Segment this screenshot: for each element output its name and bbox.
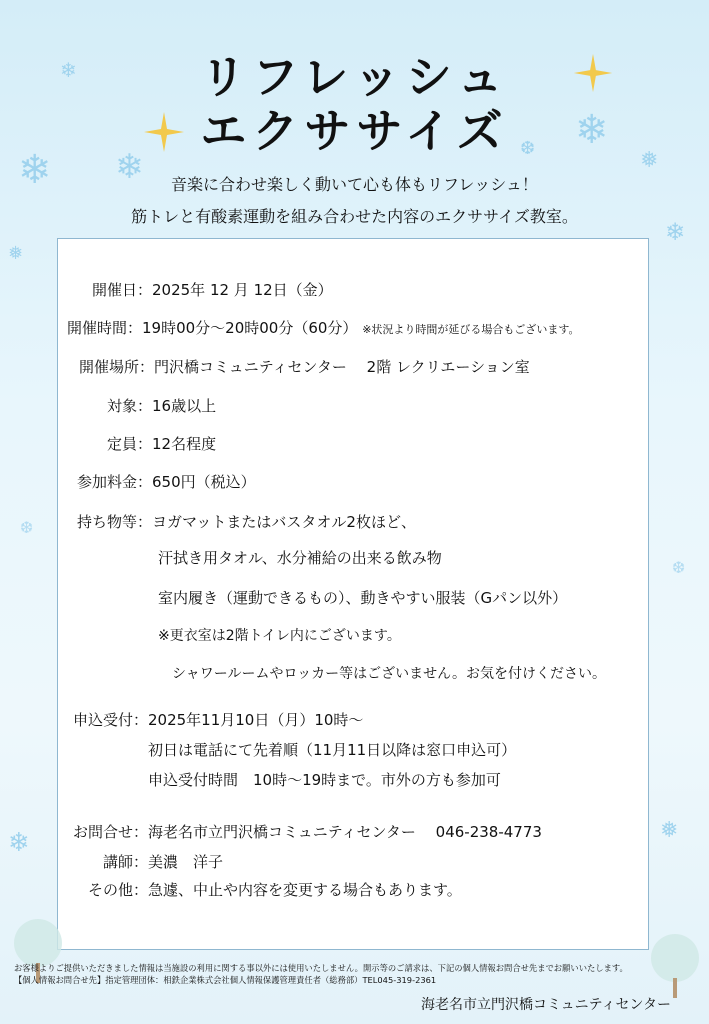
date-row bbox=[66, 280, 333, 300]
snowflake-icon: ❄ bbox=[665, 218, 686, 246]
application-line: 申込受付時間 10時～19時まで。市外の方も参加可 bbox=[148, 771, 501, 789]
snowflake-icon: ❆ bbox=[520, 138, 536, 159]
target-row bbox=[66, 396, 216, 416]
items-line: 汗拭き用タオル、水分補給の出来る飲み物 bbox=[158, 549, 442, 567]
items-line: シャワールームやロッカー等はございません。お気を付けください。 bbox=[172, 666, 606, 682]
application-row bbox=[66, 710, 363, 730]
application-line: 初日は電話にて先着順（11月11日以降は窓口申込可） bbox=[148, 741, 517, 759]
time-row bbox=[66, 318, 580, 340]
intro-line-2: 筋トレと有酸素運動を組み合わせた内容のエクササイズ教室。 bbox=[131, 207, 578, 226]
application-label: 申込受付： bbox=[72, 711, 148, 729]
snowflake-icon: ❆ bbox=[20, 518, 34, 537]
target-value: 16歳以上 bbox=[152, 397, 217, 415]
privacy-notice: お客様よりご提供いただきました情報は当施設の利用に関する事以外には使用いたしません。開示等のご請求は、下記の個人情報お問合せ先までお願いいたします。 bbox=[14, 963, 628, 973]
snowflake-icon: ❅ bbox=[8, 243, 24, 264]
snowflake-icon: ❅ bbox=[660, 818, 679, 843]
snowflake-icon: ❄ bbox=[575, 107, 609, 153]
target-label: 対象： bbox=[106, 397, 152, 415]
snowflake-icon: ❄ bbox=[18, 147, 52, 193]
instructor-row bbox=[66, 852, 223, 872]
date-value: 2025年 12 月 12日（金） bbox=[152, 281, 333, 299]
place-value: 門沢橋コミュニティセンター 2階 レクリエーション室 bbox=[154, 358, 530, 376]
title-line-2: エクササイズ bbox=[200, 104, 509, 158]
place-label: 開催場所： bbox=[78, 358, 154, 376]
capacity-row bbox=[66, 434, 216, 454]
fee-value: 650円（税込） bbox=[152, 473, 256, 491]
fee-row bbox=[66, 472, 256, 492]
contact-value: 海老名市立門沢橋コミュニティセンター 046-238-4773 bbox=[148, 823, 542, 841]
instructor-value: 美濃 洋子 bbox=[148, 853, 224, 871]
contact-row bbox=[66, 822, 542, 842]
title-line-1: リフレッシュ bbox=[200, 50, 509, 104]
organizer-name: 海老名市立門沢橋コミュニティセンター bbox=[420, 997, 671, 1013]
other-row bbox=[66, 880, 462, 900]
intro-line-1: 音楽に合わせ楽しく動いて心も体もリフレッシュ！ bbox=[171, 175, 538, 194]
time-label: 開催時間： bbox=[66, 319, 142, 337]
items-line: 室内履き（運動できるもの）、動きやすい服装（Gパン以外） bbox=[158, 589, 568, 607]
date-label: 開催日： bbox=[91, 281, 152, 299]
capacity-value: 12名程度 bbox=[152, 435, 217, 453]
snowflake-icon: ❄ bbox=[115, 147, 144, 187]
privacy-contact: 【個人情報お問合せ先】指定管理団体：相鉄企業株式会社個人情報保護管理責任者（総務部）TEL045-319-2361 bbox=[14, 975, 437, 985]
instructor-label: 講師： bbox=[102, 853, 148, 871]
items-line: ※更衣室は2階トイレ内にございます。 bbox=[158, 628, 401, 644]
time-value: 19時00分～20時00分（60分） bbox=[142, 319, 358, 337]
snowflake-icon: ❆ bbox=[672, 558, 686, 577]
application-line: 2025年11月10日（月）10時～ bbox=[148, 711, 364, 729]
contact-label: お問合せ： bbox=[72, 823, 148, 841]
capacity-label: 定員： bbox=[106, 435, 152, 453]
snowflake-icon: ❄ bbox=[8, 828, 30, 858]
items-label: 持ち物等： bbox=[76, 513, 152, 531]
items-line: ヨガマットまたはバスタオル2枚ほど、 bbox=[152, 513, 416, 531]
other-value: 急遽、中止や内容を変更する場合もあります。 bbox=[148, 881, 462, 899]
time-note: ※状況より時間が延びる場合もございます。 bbox=[362, 323, 580, 336]
place-row bbox=[66, 357, 530, 377]
fee-label: 参加料金： bbox=[76, 473, 152, 491]
snowflake-icon: ❅ bbox=[640, 148, 659, 173]
other-label: その他： bbox=[87, 881, 148, 899]
snowflake-icon: ❄ bbox=[60, 58, 77, 82]
items-row bbox=[66, 512, 416, 532]
